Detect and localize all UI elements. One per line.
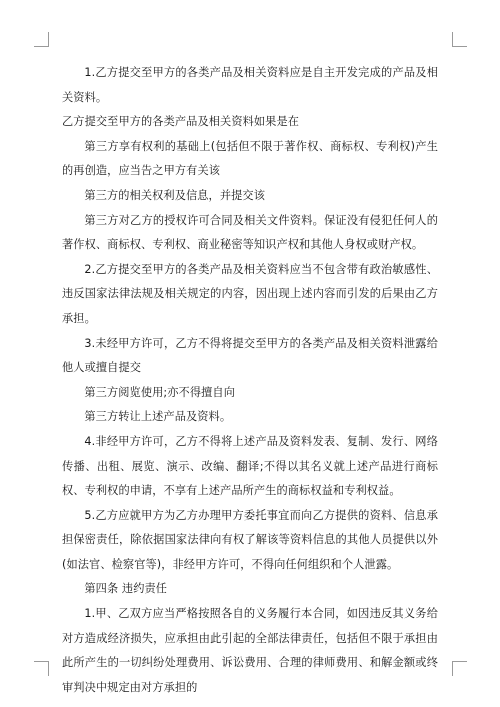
document-body (62, 61, 438, 700)
paragraph-11: 5.乙方应就甲方为乙方办理甲方委托事宜而向乙方提供的资料、信息承担保密责任，除依据国家法律向有权了解该等资料信息的其他人员提供以外(如法官、检察官等)，非经甲方许可，不得向任何组织和个人泄露。 (62, 508, 438, 571)
crop-mark-top-left (34, 32, 49, 47)
paragraph-5: 第三方对乙方的授权许可合同及相关文件资料。保证没有侵犯任何人的著作权、商标权、专利权、商业秘密等知识产权和其他人身权或财产权。 (62, 213, 438, 252)
crop-mark-bottom-left (34, 661, 49, 676)
section-heading-breach-liability: 第四条 违约责任 (84, 582, 168, 596)
paragraph-9: 第三方转让上述产品及资料。 (84, 410, 232, 424)
paragraph-1: 1.乙方提交至甲方的各类产品及相关资料应是自主开发完成的产品及相关资料。 (62, 66, 438, 104)
paragraph-2: 乙方提交至甲方的各类产品及相关资料如果是在 (62, 115, 300, 129)
crop-mark-top-right (452, 32, 467, 47)
paragraph-6: 2.乙方提交至甲方的各类产品及相关资料应当不包含带有政治敏感性、违反国家法律法规及相关规定的内容，因出现上述内容而引发的后果由乙方承担。 (62, 262, 438, 325)
paragraph-10: 4.非经甲方许可，乙方不得将上述产品及资料发表、复制、发行、网络传播、出租、展览、演示、改编、翻译;不得以其名义就上述产品进行商标权、专利权的申请，不享有上述产品所产生的商标权益和专利权益。 (62, 434, 438, 498)
paragraph-7: 3.未经甲方许可，乙方不得将提交至甲方的各类产品及相关资料泄露给他人或擅自提交 (62, 336, 438, 375)
paragraph-3: 第三方享有权利的基础上(包括但不限于著作权、商标权、专利权)产生的再创造，应当告之甲方有关该 (62, 139, 438, 178)
paragraph-4: 第三方的相关权利及信息，并提交该 (84, 188, 265, 202)
crop-mark-bottom-right (452, 661, 467, 676)
paragraph-13: 1.甲、乙双方应当严格按照各自的义务履行本合同，如因违反其义务给对方造成经济损失，应承担由此引起的全部法律责任，包括但不限于承担由此所产生的一切纠纷处理费用、诉讼费用、合理的律师费用、和解金额或终审判决中规定由对方承担的 (62, 607, 438, 694)
paragraph-8: 第三方阅览使用;亦不得擅自向 (84, 385, 235, 399)
